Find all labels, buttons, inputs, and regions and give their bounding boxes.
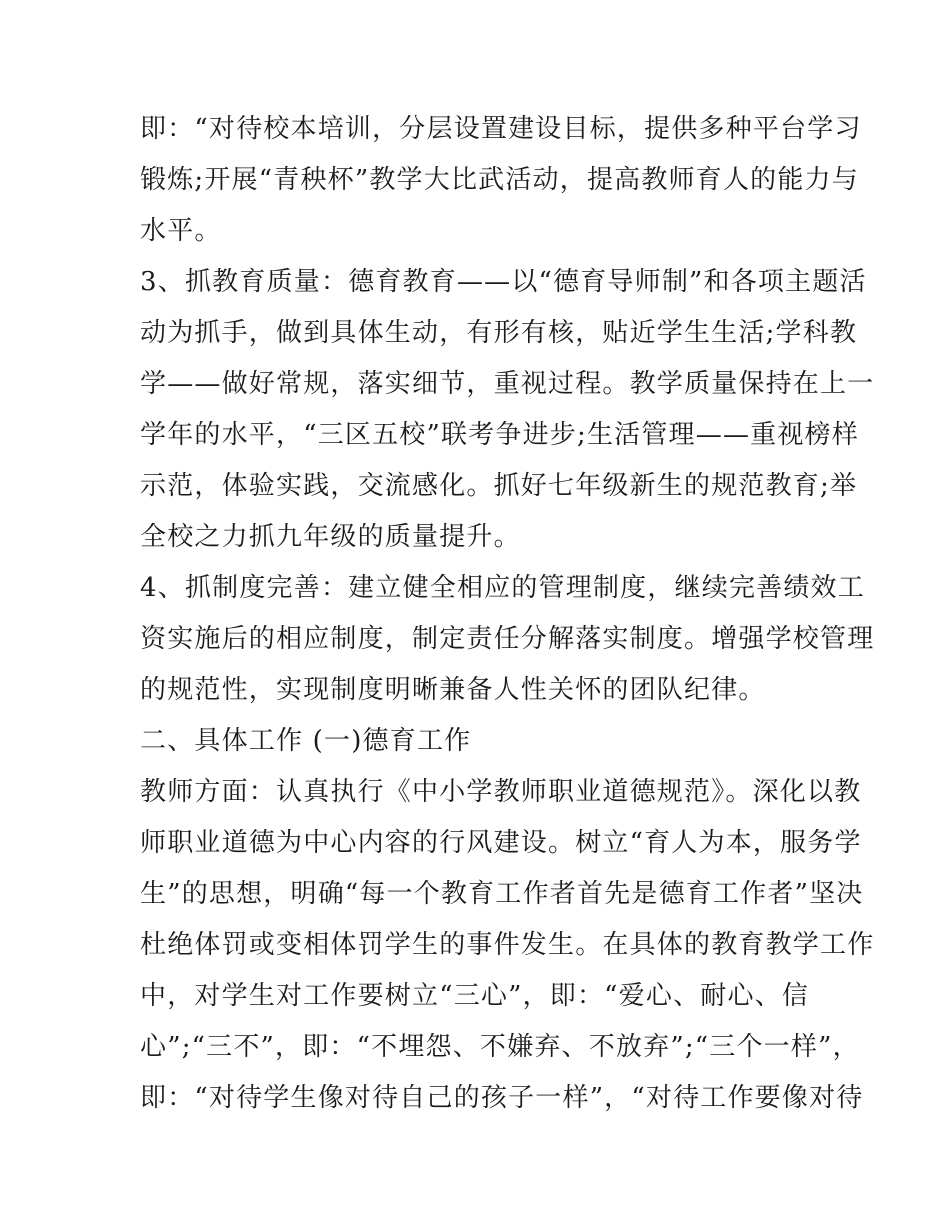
text-line: 示范，体验实践，交流感化。抓好七年级新生的规范教育;举 [140,471,858,501]
text-line: 动为抓手，做到具体生动，有形有核，贴近学生生活;学科教 [140,318,858,348]
text-line: 心”;“三不”，即：“不埋怨、不嫌弃、不放弃”;“三个一样”， [140,1032,860,1062]
body-text [140,109,875,1129]
text-line: 学年的水平，“三区五校”联考争进步;生活管理——重视榜样 [140,420,859,450]
text-line: 水平。 [140,216,222,246]
text-line: 锻炼;开展“青秧杯”教学大比武活动，提高教师育人的能力与 [140,165,859,195]
section-heading: 二、具体工作 (一)德育工作 [140,726,472,756]
text-line: 即：“对待学生像对待自己的孩子一样”，“对待工作要像对待 [140,1083,864,1113]
text-line: 即：“对待校本培训，分层设置建设目标，提供多种平台学习 [140,114,862,144]
text-line: 学——做好常规，落实细节，重视过程。教学质量保持在上一 [140,369,875,399]
text-line: 全校之力抓九年级的质量提升。 [140,522,521,552]
text-line: 资实施后的相应制度，制定责任分解落实制度。增强学校管理 [140,624,875,654]
text-line: 杜绝体罚或变相体罚学生的事件发生。在具体的教育教学工作 [140,930,875,960]
text-line: 中，对学生对工作要树立“三心”，即：“爱心、耐心、信 [140,981,810,1011]
text-line: 4、抓制度完善：建立健全相应的管理制度，继续完善绩效工 [140,573,865,603]
text-line: 生”的思想，明确“每一个教育工作者首先是德育工作者”坚决 [140,879,864,909]
text-line: 师职业道德为中心内容的行风建设。树立“育人为本，服务学 [140,828,862,858]
text-line: 的规范性，实现制度明晰兼备人性关怀的团队纪律。 [140,675,766,705]
text-line: 3、抓教育质量：德育教育——以“德育导师制”和各项主题活 [140,267,867,297]
text-line: 教师方面：认真执行《中小学教师职业道德规范》。深化以教 [140,777,862,807]
